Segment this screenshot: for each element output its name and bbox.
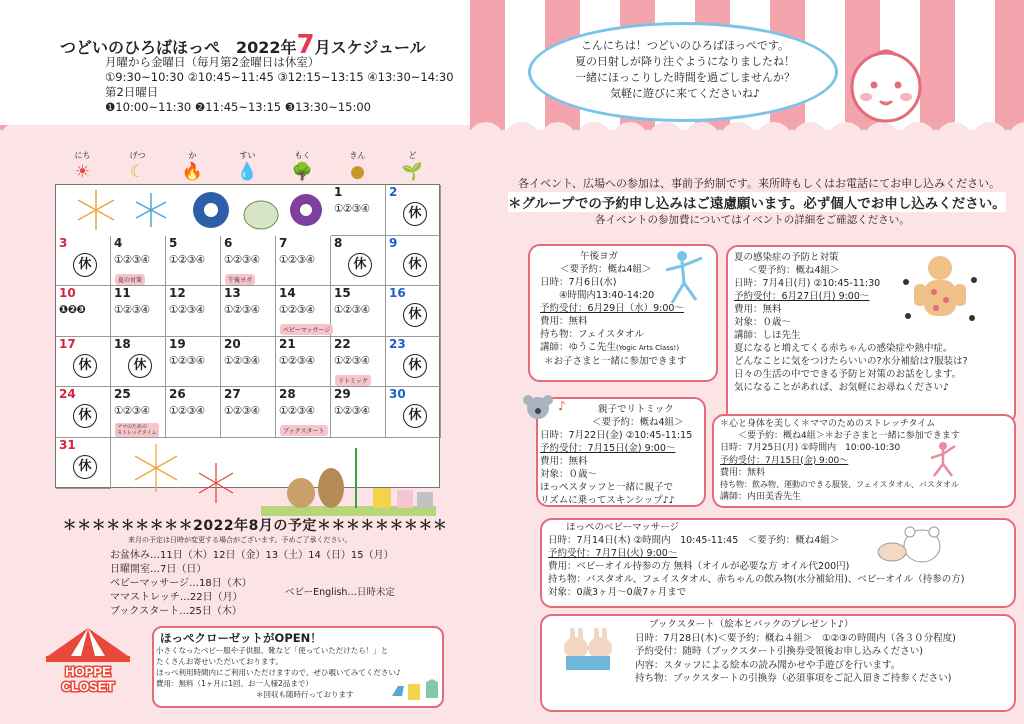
hoppe-closet-logo [43,626,133,696]
calendar-day [276,236,331,287]
time-slots: ①②③④ [334,354,370,367]
time-slots: ①②③④ [224,253,260,266]
event-line: 内容：スタッフによる絵本の読み聞かせや手遊びを行います。 [635,659,901,671]
day-number: 29 [334,387,351,402]
day-number: 12 [169,286,186,301]
event-sub: ＜要予約：概ね4組＞ [560,264,652,275]
event-line: 費用：無料 [720,467,766,478]
calendar-day [221,236,276,287]
germ-character-icon [900,252,980,336]
fireworks-decoration [56,185,330,235]
hours-line: ①9:30~10:30 ②10:45~11:45 ③12:15~13:15 ④13:30~14:30 [105,70,454,84]
event-line: 費用：無料 [540,456,588,467]
event-line: 講師：ゆうこ先生 [540,342,617,353]
event-tag-line: ストレッチタイム [117,430,157,437]
day-number: 20 [224,336,241,351]
event-line: 予約受付：随時（ブックスタート引換券受領後お申し込みください) [635,646,923,657]
event-line: 持ち物：フェイスタオル [540,329,644,340]
august-english: ベビーEnglish…日時未定 [285,587,395,598]
weekday-header [55,150,440,186]
weekday-label: もく [294,151,311,160]
greeting-line: 気軽に遊びに来てくださいね♪ [609,87,761,100]
greeting-line: 一緒にほっこりした時間を過ごしませんか？ [575,71,795,84]
coin-icon: ● [350,162,365,182]
calendar-day [56,387,111,438]
closed-mark: 休 [403,354,427,378]
event-line: 日時：7月25日(月) ①時間内 10:00-10:30 [720,443,901,454]
weekday-label: すい [239,151,256,160]
event-line: 日時：7月14日(木) ②時間内 10:45-11:45 ＜要予約：概ね4組＞ [548,535,840,546]
event-line: 予約受付：6月29日（水）9:00～ [540,303,684,314]
title-month: 7 [296,30,315,60]
day-number: 31 [59,438,76,452]
opening-hours [105,55,454,115]
event-title: ＊心と身体を美しく＊ママのためのストレッチタイム [720,419,936,429]
notice-fees: 各イベントの参加費についてはイベントの詳細をご確認ください。 [595,214,910,226]
day-number: 26 [169,387,186,402]
time-slots: ①②③④ [114,304,150,317]
event-tag-line: ママのための [117,424,148,431]
event-tag: ベビーマッサージ [280,324,333,335]
time-slots: ①②③④ [224,354,260,367]
weekday-2 [165,150,220,183]
calendar-day [331,387,386,438]
title-prefix: つどいのひろばほっぺ 2022年 [60,38,297,57]
calendar-day [331,185,386,236]
august-item: お盆休み…11日（木）12日（金）13（土）14（日）15（月） [110,550,394,561]
calendar-day [331,286,386,337]
event-line: 予約受付：7月15日(金) 9:00～ [720,455,849,466]
weekday-1 [110,150,165,183]
logo-text-bottom: CLOSET [61,679,115,694]
calendar-day [331,236,386,287]
calendar-day [386,337,441,388]
calendar-day [331,337,386,388]
calendar-day [56,438,111,489]
event-line: 対象：０歳～ [540,469,598,480]
day-number: 9 [389,235,398,250]
day-number: 24 [59,387,76,402]
event-title: ブックスタート（絵本とバックのプレゼント♪） [649,619,854,630]
event-line: 講師：内田美香先生 [720,492,802,503]
day-number: 18 [114,336,131,351]
closet-line: 小さくなったベビー服や子供服、靴など「使っていただけたら！」と [156,646,389,655]
time-slots: ①②③④ [334,304,370,317]
time-slots: ①②③④ [114,405,150,418]
sunday-slots: ❶❷❸ [59,303,86,317]
day-number: 14 [279,286,296,301]
weekday-6 [385,150,440,183]
event-line: 日時：7月28日(木)＜要予約：概ね４組＞ ①②③の時間内（各３０分程度) [635,632,956,644]
calendar-day [386,236,441,287]
fire-icon: 🔥 [181,162,204,182]
svg-text:♪: ♪ [558,399,566,413]
event-sub: ＜要予約：概ね4組＞ [748,265,840,276]
calendar-day [221,387,276,438]
day-number: 15 [334,286,351,301]
time-slots: ①②③④ [279,253,315,266]
event-line: ④時間内13:40-14:20 [540,290,655,301]
event-tag [115,423,159,437]
day-number: 16 [389,286,406,301]
closet-line: ＊回収も随時行っております [256,690,354,699]
august-item: ブックスタート…25日（木） [110,606,242,617]
calendar-day [111,286,166,337]
calendar-day [276,337,331,388]
day-number: 8 [334,235,343,250]
calendar-day [111,337,166,388]
event-line: 持ち物：バスタオル、フェイスタオル、赤ちゃんの飲み物(水分補給用)、ベビーオイル（持参の方) [548,574,965,585]
day-number: 5 [169,235,178,250]
time-slots: ①②③④ [169,304,205,317]
event-tag: リトミック [335,375,371,386]
day-number: 27 [224,387,241,402]
event-stretch [720,418,960,503]
day-number: 7 [279,235,288,250]
greeting-text [560,38,810,102]
calendar-day [166,286,221,337]
notice-group: ＊グループでの予約申し込みはご遠慮願います。必ず個人でお申し込みください。 [508,192,1006,212]
event-line: (Yogic Arts Class!) [616,344,680,352]
event-line: 日時：7月6日(水) [540,277,617,288]
event-line: 費用：無料 [540,316,588,327]
weekday-5 [330,150,385,183]
hours-line: ❶10:00~11:30 ❷11:45~13:15 ❸13:30~15:00 [105,100,371,114]
time-slots: ①②③④ [169,354,205,367]
weekday-4 [275,150,330,183]
greeting-line: 夏の日射しが降り注ぐようになりましたね！ [575,55,795,68]
event-title: ほっぺのベビーマッサージ [566,522,680,533]
day-number: 3 [59,235,68,250]
day-number: 17 [59,336,76,351]
day-number: 1 [334,185,343,199]
time-slots: ①②③④ [114,253,150,266]
calendar-day [56,286,111,337]
calendar-day [276,387,331,438]
event-title: 親子でリトミック [598,404,674,415]
hours-line: 第2日曜日 [105,85,159,99]
time-slots: ①②③④ [279,354,315,367]
event-title: 午後ヨガ [580,251,619,262]
event-line: 予約受付：7月7日(火) 9:00～ [548,548,678,559]
day-number: 23 [389,336,406,351]
sprout-pot-icon: 🌱 [401,162,424,182]
closed-mark: 休 [403,404,427,428]
event-line: 費用：無料 [734,304,782,315]
time-slots: ①②③④ [334,203,370,215]
day-number: 28 [279,387,296,402]
day-number: 10 [59,286,76,301]
time-slots: ①②③④ [169,405,205,418]
event-line: どんなことに気をつけたらいいの?水分補給は?服装は? [734,356,968,367]
closed-mark: 休 [73,455,97,479]
august-item: ママストレッチ…22日（月） [110,592,243,603]
time-slots: ①②③④ [279,304,315,317]
calendar-day [386,387,441,438]
event-line: 持ち物：ブックスタートの引換券（必須事項をご記入頂きご持参ください) [635,673,952,684]
event-title: 夏の感染症の予防と対策 [734,252,839,263]
event-line: 予約受付：7月15日(金) 9:00～ [540,443,676,454]
closed-mark: 休 [348,253,372,277]
closed-mark: 休 [73,404,97,428]
notice-reservation: 各イベント、広場への参加は、事前予約制です。来所時もしくはお電話にてお申し込みください。 [518,177,1001,190]
water-drop-icon: 💧 [236,162,259,182]
calendar-day [56,337,111,388]
event-line: 講師：しほ先生 [734,330,801,341]
weekday-label: げつ [129,151,146,160]
time-slots: ①②③④ [169,253,205,266]
bear-baby-icon [874,522,944,564]
calendar-day [166,387,221,438]
day-number: 13 [224,286,241,301]
event-line: 対象：０歳～ [734,317,792,328]
clothes-icon [388,676,444,704]
august-item: 日曜開室…7日（日） [110,564,207,575]
time-slots: ①②③④ [224,405,260,418]
day-number: 21 [279,336,296,351]
event-line: 日時：7月4日(月) ②10:45-11:30 [734,278,881,289]
stretch-pose-icon [928,440,958,478]
event-sub: ＜要予約：概ね4組＞ [592,417,684,428]
day-number: 2 [389,185,398,199]
closet-title: ほっぺクローゼットがOPEN！ [160,631,322,645]
calendar-day [386,286,441,337]
august-title: ＊＊＊＊＊＊＊＊＊2022年8月の予定＊＊＊＊＊＊＊＊＊ [62,518,448,534]
summer-animals-decoration [111,438,440,518]
event-line: リズムに乗ってスキンシップ♪♪ [540,495,675,506]
weekday-3 [220,150,275,183]
event-tag: 午後ヨガ [225,274,255,285]
weekday-0 [55,150,110,183]
weekday-label: きん [349,151,366,160]
event-tag: 夏の対策 [115,274,145,285]
event-line: ほっぺスタッフと一緒に親子で [540,482,674,493]
tree-icon: 🌳 [291,162,314,182]
day-number: 19 [169,336,186,351]
event-tag: ブックスタート [280,425,328,436]
logo-text-top: HOPPE [65,664,111,679]
event-line: 予約受付：6月27日(月) 9:00～ [734,291,870,302]
august-item: ベビーマッサージ…18日（木） [110,578,252,589]
calendar-day [221,286,276,337]
time-slots: ①②③④ [334,405,370,418]
day-number: 25 [114,387,131,402]
day-number: 4 [114,235,123,250]
baby-face-icon [846,45,926,125]
event-bookstart [635,618,956,686]
day-number: 22 [334,336,351,351]
time-slots: ①②③④ [279,405,315,418]
weekday-label: か [188,151,197,160]
calendar-day [386,185,441,236]
calendar-day [221,337,276,388]
hours-line: 月曜から金曜日（毎月第2金曜日は休室） [105,55,320,69]
event-line: 夏になると増えてくる赤ちゃんの感染症や熱中症。 [734,343,953,354]
event-sub: ＜要予約：概ね4組＞＊お子さまと一緒に参加できます [738,431,960,442]
closet-line: ほっぺ利用時間内にご利用いただけますので、ぜひ覗いてみてください♪ [156,668,401,677]
calendar-day [166,337,221,388]
august-note: 来月の予定は日時が変更する場合がございます。予めご了承ください。 [128,536,352,544]
event-line: 持ち物：飲み物、運動のできる服装、フェイスタオル、バスタオル [720,480,959,490]
time-slots: ①②③④ [224,304,260,317]
event-rhythm [540,403,692,507]
weekday-label: にち [74,151,91,160]
calendar-day [56,236,111,287]
calendar-day [276,286,331,337]
closet-line: たくさんお寄せいただいております。 [156,657,283,666]
closed-mark: 休 [403,202,427,226]
yoga-pose-icon [662,248,712,308]
closed-mark: 休 [403,253,427,277]
weekday-label: ど [408,151,417,160]
moon-icon: ☾ [129,162,146,182]
event-line: 費用：ベビーオイル持参の方 無料（オイルが必要な方 オイル代200円) [548,561,850,572]
closed-mark: 休 [128,354,152,378]
event-line: 対象：0歳3ヶ月～0歳7ヶ月まで [548,587,687,598]
day-number: 6 [224,235,233,250]
event-line: 気になることがあれば、お気軽にお尋ねください♪ [734,382,950,393]
fireworks-icon [56,185,330,235]
closed-mark: 休 [73,253,97,277]
closet-line: 費用：無料（1ヶ月に1回、お一人様2品まで） [156,679,313,688]
closed-mark: 休 [73,354,97,378]
calendar-day [111,387,166,438]
day-number: 30 [389,387,406,402]
event-line: ＊お子さまと一緒に参加できます [544,356,687,367]
title-suffix: 月スケジュール [314,38,426,57]
calendar-day [166,236,221,287]
day-number: 11 [114,286,131,301]
event-line: 日時：7月22日(金) ②10:45-11:15 [540,430,693,441]
sun-icon: ☀ [74,162,91,182]
calendar-day [111,236,166,287]
greeting-line: こんにちは！つどいのひろばほっぺです。 [580,39,790,52]
rabbits-reading-icon [556,624,622,672]
event-line: 日々の生活の中でできる予防と対策のお話をします。 [734,369,962,380]
closed-mark: 休 [403,303,427,327]
